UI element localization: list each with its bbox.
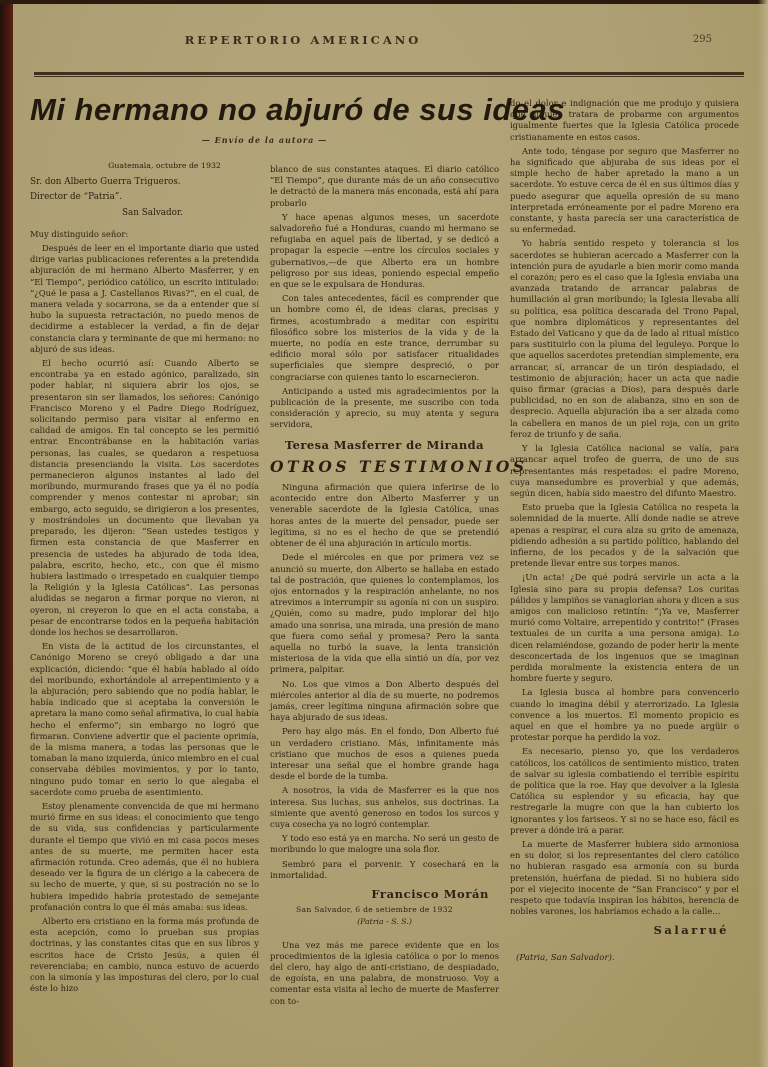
paragraph: Una vez más me parece evidente que en los procedimientos de la iglesia católica o por lo menos del clero, hay algo de anti-cristiano, de despiadado, de egoísta, en una palabra, de monstruoso. Voy a comentar esta visita al lecho de muerte de Masferrer con to- — [270, 939, 499, 1006]
masthead — [32, 33, 744, 57]
page-top-edge — [0, 0, 768, 4]
salutation: Muy distinguido señor: — [30, 228, 129, 239]
paragraph: Pero hay algo más. En el fondo, Don Alberto fué un verdadero cristiano. Más, infinitamente más cristiano que muchos de esos a quienes pueda interesar una señal que el hombre grande haga desde el borde de la tumba. — [270, 726, 499, 782]
journal-title: REPERTORIO AMERICANO — [184, 33, 422, 47]
paragraph: Alberto era cristiano en la forma más profunda de esta acepción, como lo prueban sus propias doctrinas, y las constantes citas que en sus libros y escritos hace de Cristo Jesús, a quien él reverenciaba; en cambio, nunca estuvo de acuerdo con la simonía y las imposturas del clero, por lo cual éste lo hizo — [30, 916, 259, 994]
signature-francisco-moran: Francisco Morán — [371, 886, 489, 901]
paragraph: Con tales antecedentes, fácil es comprender que un hombre como él, de ideas claras, precisas y firmes, acostumbrado a meditar con espíritu filosófico sobre los misterios de la vida y de la muerte, no podía en este trance, derrumbar su edificio moral sólo por satisfacer ritualidades superficiales que siempre despreció, o por congraciarse con quienes tanto lo escarnecieron. — [270, 293, 499, 382]
paragraph: Esto prueba que la Iglesia Católica no respeta la solemnidad de la muerte. Allí donde nadie se atreve apenas a respirar, el cura alza su grito de amenaza, pidiendo adhesión a su partido político, hablando del infierno, de los pecados y de la salvación que pretende llevar entre sus torpes manos. — [510, 502, 739, 569]
article — [30, 86, 742, 1010]
paragraph: Dede el miércoles en que por primera vez se anunció su muerte, don Alberto se hallaba en estado tal de postración, que quienes lo contemplamos, los ojos entornados y la respiración anhelante, no nos atrevimos a interrumpir su agonía ni con un suspiro. ¿Quién, como su madre, pudo implorar del hijo amado una sonrisa, una mirada, una presión de mano que fuera como señal y promesa? Pero la santa aquella no turbó la suave, la lenta transición misteriosa de la vida que ella sintió un día, por vez primera, palpitar. — [270, 552, 499, 675]
article-subtitle: — Envío de la autora — — [201, 135, 328, 145]
article-title: Mi hermano no abjuró de sus ideas — [30, 92, 565, 127]
testimony-dateline: San Salvador, 6 de setiembre de 1932 — [296, 905, 453, 915]
testimony-source: (Patria - S. S.) — [357, 917, 412, 927]
section-heading-otros-testimonios: OTROS TESTIMONIOS — [270, 456, 528, 476]
paragraph: ¡Un acta! ¿De qué podrá servirle un acta a la Iglesia sino para su propia defensa? Los curitas pálidos y lampiños se vanaglorian ahora y dicen a sus amigos con malicioso retintín: “¡Ya ve, Masferrer murió como Voltaire, arrepentido y contrito!” (Frases textuales de un curita a una persona amiga). Lo dicen relamiéndose, gozando de poder herir la mente desconcertada de los ingenuos que se imaginan perdida moralmente la existencia entera de un hombre fuerte y seguro. — [510, 572, 739, 684]
paragraph: Y todo eso está ya en marcha. No será un gesto de moribundo lo que malogre una sola flor. — [270, 833, 499, 855]
paragraph: Anticipando a usted mis agradecimientos por la publicación de la presente, me suscribo con toda consideración y aprecio, su muy atenta y segura servidora, — [270, 385, 499, 430]
addressee-role: Director de “Patria”. — [30, 192, 123, 203]
page-content — [30, 86, 742, 1067]
paragraph: blanco de sus constantes ataques. El diario católico “El Tiempo”, que durante más de un año consecutivo le detractó de la manera más enconada, está ahí para probarlo — [270, 164, 499, 208]
paragraph: Ante todo, téngase por seguro que Masferrer no ha significado que abjuraba de sus ideas por el simple hecho de haber apretado la mano a un sacerdote. Yo estuve cerca de él en sus últimos días y puedo asegurar que aquella opresión de su mano interpretada erróneamente por el padre Moreno era constante, y hasta parecía ser una característica de su enfermedad. — [510, 145, 739, 235]
page-number: 295 — [692, 34, 712, 45]
paragraph: No. Los que vimos a Don Alberto después del miércoles anterior al día de su muerte, no podremos jamás, creer legítima ninguna afirmación sobre que haya abjurado de sus ideas. — [270, 678, 499, 723]
paragraph: Y hace apenas algunos meses, un sacerdote salvadoreño fué a Honduras, cuando mi hermano se refugiaba en aquel país de libertad, y se dedicó a propagar la especie —entre los círculos sociales y gubernativos,—de que Alberto era un hombre peligroso por sus ideas, poniendo especial empeño en que se le expulsara de Honduras. — [270, 211, 499, 290]
letter-dateline: Guatemala, octubre de 1932 — [108, 161, 221, 170]
paragraph: En vista de la actitud de los circunstantes, el Canónigo Moreno se creyó obligado a dar una explicación, diciendo: “que él había hablado al oído del moribundo, exhortándole al arrepentimiento y a la abjuración; pero sabiendo que no podía hablar, le había indicado que si aceptaba la conversión le apretara la mano como señal afirmativa, lo cual había hecho el enfermo”; sin embargo no logró que firmaran. Conviene advertir que el paciente oprimía, de la misma manera, a todas las personas que le tomaban la mano izquierda, único miembro en el cual conservaba débiles movimientos, y por lo tanto, ninguno pudo tomar en serio lo que alegaba el sacerdote como prueba de asentimiento. — [30, 641, 259, 797]
paragraph: El hecho ocurrió así: Cuando Alberto se encontraba ya en estado agónico, paralizado, sin poder hablar, ni siquiera abrir los ojos, se presentaron sin ser llamados, los señores: Canónigo Francisco Moreno y el Padre Diego Rodríguez, solicitando permiso para visitar al enfermo en calidad de amigos. En tal concepto se les permitió entrar. Encontrábanse en la habitación varias personas, las cuales, se quedaron a respetuosa distancia presenciando la visita. Los sacerdotes permanecieron algunos instantes al lado del moribundo, murmurando frases que ya él no podía comprender y menos contestar ni aprobar; sin embargo, acto seguido, se dirigieron a los presentes, y mostrándoles un documento que llevaban ya preparado, les dijeron: “Sean ustedes testigos y firmen esta constancia de que Masferrer en presencia de ustedes ha abjurado de toda idea, palabra, escrito, hecho, etc., con que él mismo hubiera lastimado o irrespetado en cualquier tiempo la Religión y la Iglesia Católicas”. Las personas aludidas se negaron a firmar porque no vieron, ni oyeron, ni creyeron lo que en el acta constaba, a pesar de encontrarse todos en la pequeña habitación donde los hechos se desarrollaron. — [30, 358, 259, 637]
paragraph: do el dolor e indignación que me produjo y quisiera que alguien tratara de probarme con argumentos igualmente fuertes que la Iglesia Católica procede cristianamente en estos casos. — [510, 98, 739, 142]
title-block — [30, 92, 565, 158]
signature-teresa-masferrer: Teresa Masferrer de Miranda — [285, 437, 484, 452]
paragraph: Sembró para el porvenir. Y cosechará en la inmortalidad. — [270, 858, 499, 880]
paragraph: Yo habría sentido respeto y tolerancia si los sacerdotes se hubieran acercado a Masferrer con la intención pura de ayudarle a bien morir como manda el corazón; pero es el caso que la Iglesia enviaba una avanzada tratando de arrancar palabras de humillación al gran moribundo; la Iglesia llevaba allí su política, esa política descarada del Trono Papal, que nombra diplomáticos y representantes del Estado del Vaticano y que da de lado al ritual místico para sustituirlo con la pluma del leguleyo. Porque lo que aquellos sacerdotes pretendían simplemente, era arrancar, sí, arrancar de un tirón despiadado, el testimonio de abjuración; hacer un acta que nadie quiso firmar (gracias a Dios), para después darle publicidad, no en son de alabanza, sino en son de desprecio. Aquella abjuración iba a ser alzada como la cabellera en manos de un piel roja, con un grito feroz de triunfo y de saña. — [510, 238, 739, 439]
paragraph: A nosotros, la vida de Masferrer es la que nos interesa. Sus luchas, sus anhelos, sus doctrinas. La simiente que aventó generoso en todos los surcos y cuya cosecha ya no logró contemplar. — [270, 785, 499, 829]
addressee-name: Sr. don Alberto Guerra Trigueros. — [30, 177, 181, 188]
paragraph: Ninguna afirmación que quiera inferirse de lo acontecido entre don Alberto Masferrer y un venerable sacerdote de la Iglesia Católica, unas horas antes de la muerte del pensador, puede ser legítima, si no es el hecho de que se pretendió obtener de él una abjuración in artículo mortis. — [270, 482, 499, 549]
paragraph: Y la Iglesia Católica nacional se valía, para arrancar aquel trofeo de guerra, de uno de sus representantes más respetados: el padre Moreno, cuya mansedumbre es proverbial y que además, según dicen, había sido maestro del difunto Maestro. — [510, 443, 739, 498]
masthead-rule — [34, 72, 744, 77]
page-right-edge — [758, 0, 768, 1067]
column-2 — [270, 158, 528, 1010]
article-left-section — [30, 86, 565, 1010]
column-1 — [30, 158, 259, 1010]
addressee-city: San Salvador. — [122, 207, 183, 218]
paragraph: La Iglesia busca al hombre para convencerlo cuando lo imagina débil y aterrorizado. La Iglesia convence a los muertos. El momento propicio es aquel en que el hombre ya no puede argüir o protestar porque ha perdido la voz. — [510, 687, 739, 743]
paragraph: Estoy plenamente convencida de que mi hermano murió firme en sus ideas: el conocimiento que tengo de su vida, sus confidencias y particularmente durante el tiempo que vivió en mi casa pocos meses antes de su muerte, me permiten hacer esta afirmación rotunda. Creo además, que él no hubiera deseado ver la figura de un clérigo a la cabecera de su lecho de muerte, y que, si su postración no se lo hubiera impedido habría protestado de semejante profanación contra lo que él más amaba: sus ideas. — [30, 800, 259, 912]
paragraph: Después de leer en el importante diario que usted dirige varias publicaciones referentes a la pretendida abjuración de mi hermano Alberto Masferrer, y en “El Tiempo”, periódico católico, un escrito intitulado: “¿Qué le pasa a J. Castellanos Rivas?”, en el cual, de manera velada y socarrona, se da a entender que sí hubo la supuesta retractación, no puedo menos de decidirme a establecer la verdad, a fin de dejar constancia clara y terminante de que mi hermano: no abjuró de sus ideas. — [30, 243, 259, 354]
paragraph: La muerte de Masferrer hubiera sido armoniosa en su dolor, si los representantes del clero católico no hubieran rasgado esa armonía con su burda pretensión, huérfana de piedad. Si no hubiera sido por el viejecito inocente de “San Francisco” y por el respeto que todavía inspiran los hábitos, herencia de nobles varones, los habríamos echado a la calle… — [510, 839, 739, 917]
page-binding-edge — [0, 0, 13, 1067]
column-3 — [510, 86, 739, 1010]
signature-salarrue: Salarrué — [653, 923, 729, 938]
columns-1-2 — [30, 158, 528, 1010]
article-source: (Patria, San Salvador). — [516, 952, 615, 963]
paragraph: Es necesario, pienso yo, que los verdaderos católicos, los católicos de sentimiento místico, traten de salvar su iglesia combatiendo el terrible espíritu de política que la roe. Hay que devolver a la Iglesia Católica su esplendor y su eficacia, hay que restregarle la mugre con que la han cubierto los ignorantes y los fariseos. Y si no se hace eso, fácil es prever a dónde irá a parar. — [510, 746, 739, 835]
